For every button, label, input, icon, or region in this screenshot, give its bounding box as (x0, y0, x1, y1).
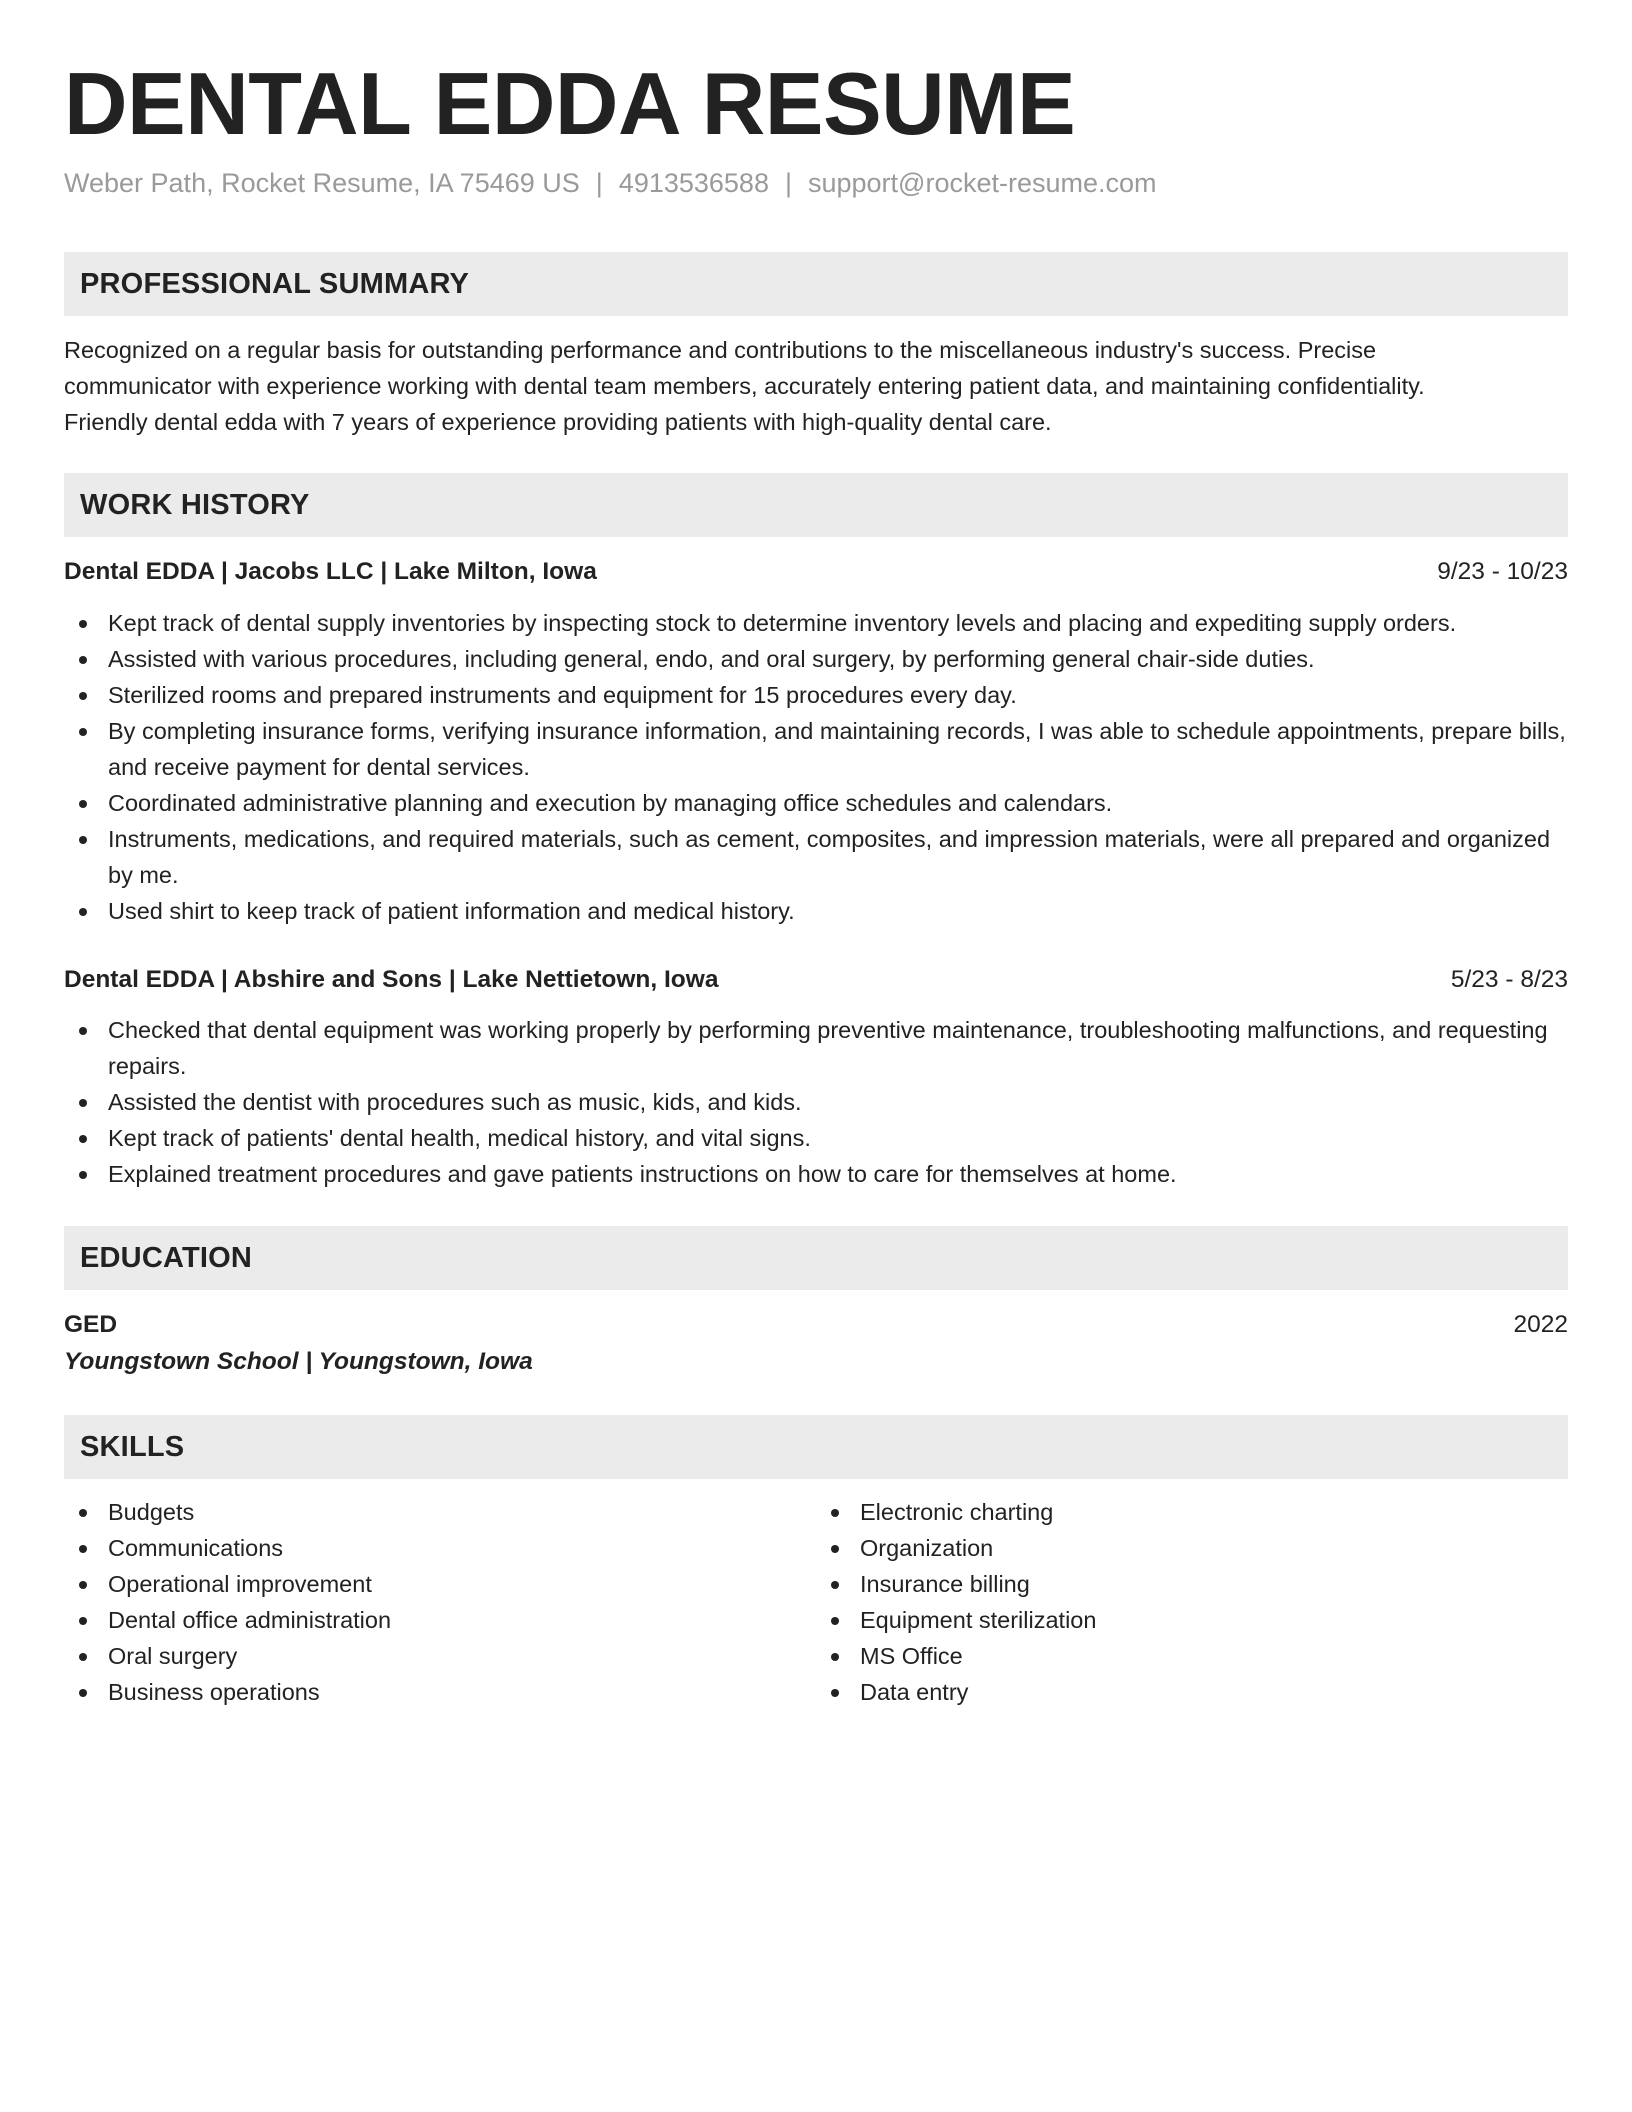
section-heading-education: EDUCATION (64, 1226, 1568, 1290)
list-item: Instruments, medications, and required materials, such as cement, composites, and impression materials, were all prepared and organized by me. (64, 821, 1568, 893)
list-item: Dental office administration (64, 1602, 816, 1638)
section-heading-summary: PROFESSIONAL SUMMARY (64, 252, 1568, 316)
job-dates: 5/23 - 8/23 (1450, 966, 1568, 993)
job-entry (64, 554, 1568, 929)
list-item: Communications (64, 1530, 816, 1566)
skills-list (64, 1494, 816, 1710)
job-duties (64, 605, 1568, 929)
section-heading-skills: SKILLS (64, 1415, 1568, 1479)
contact-address: Weber Path, Rocket Resume, IA 75469 US (64, 168, 580, 198)
list-item: MS Office (816, 1638, 1568, 1674)
list-item: Data entry (816, 1674, 1568, 1710)
list-item: Kept track of dental supply inventories by inspecting stock to determine inventory levels and placing and expediting supply orders. (64, 605, 1568, 641)
list-item: Checked that dental equipment was working properly by performing preventive maintenance, troubleshooting malfunctions, and requesting repairs. (64, 1012, 1568, 1084)
skills-list (816, 1494, 1568, 1710)
list-item: Assisted the dentist with procedures such as music, kids, and kids. (64, 1084, 1568, 1120)
summary-text (64, 332, 1568, 440)
list-item: Used shirt to keep track of patient information and medical history. (64, 893, 1568, 929)
list-item: Operational improvement (64, 1566, 816, 1602)
skills-column-right (816, 1494, 1568, 1710)
job-title: Dental EDDA | Jacobs LLC | Lake Milton, Iowa (64, 558, 597, 585)
job-header (64, 962, 1568, 998)
list-item: Kept track of patients' dental health, medical history, and vital signs. (64, 1120, 1568, 1156)
job-dates: 9/23 - 10/23 (1437, 558, 1568, 585)
list-item: By completing insurance forms, verifying insurance information, and maintaining records, I was able to schedule appointments, prepare bills, and receive payment for dental services. (64, 713, 1568, 785)
list-item: Insurance billing (816, 1566, 1568, 1602)
list-item: Oral surgery (64, 1638, 816, 1674)
job-entry (64, 962, 1568, 1192)
list-item: Budgets (64, 1494, 816, 1530)
skills-column-left (64, 1494, 816, 1710)
job-header (64, 554, 1568, 590)
list-item: Equipment sterilization (816, 1602, 1568, 1638)
list-item: Organization (816, 1530, 1568, 1566)
list-item: Coordinated administrative planning and execution by managing office schedules and calendars. (64, 785, 1568, 821)
contact-line (64, 164, 1568, 202)
education-degree: GED (64, 1311, 118, 1338)
contact-email: support@rocket-resume.com (807, 168, 1157, 198)
job-duties (64, 1012, 1568, 1192)
skills-grid (64, 1494, 1568, 1710)
section-heading-work: WORK HISTORY (64, 473, 1568, 537)
job-title: Dental EDDA | Abshire and Sons | Lake Nettietown, Iowa (64, 966, 719, 993)
summary-line: Recognized on a regular basis for outstanding performance and contributions to the miscellaneous industry's success. Precise (64, 337, 1377, 363)
education-header (64, 1307, 1568, 1343)
summary-line: communicator with experience working with dental team members, accurately entering patient data, and maintaining confidentiality. (64, 373, 1425, 399)
education-year: 2022 (1513, 1311, 1568, 1338)
contact-separator: | (595, 168, 603, 198)
resume-title: DENTAL EDDA RESUME (64, 54, 1076, 153)
list-item: Sterilized rooms and prepared instruments and equipment for 15 procedures every day. (64, 677, 1568, 713)
list-item: Explained treatment procedures and gave patients instructions on how to care for themselves at home. (64, 1156, 1568, 1192)
list-item: Business operations (64, 1674, 816, 1710)
contact-phone: 4913536588 (618, 168, 769, 198)
contact-separator: | (784, 168, 792, 198)
list-item: Electronic charting (816, 1494, 1568, 1530)
list-item: Assisted with various procedures, including general, endo, and oral surgery, by performing general chair-side duties. (64, 641, 1568, 677)
education-school: Youngstown School | Youngstown, Iowa (64, 1348, 533, 1375)
summary-line: Friendly dental edda with 7 years of experience providing patients with high-quality dental care. (64, 409, 1052, 435)
